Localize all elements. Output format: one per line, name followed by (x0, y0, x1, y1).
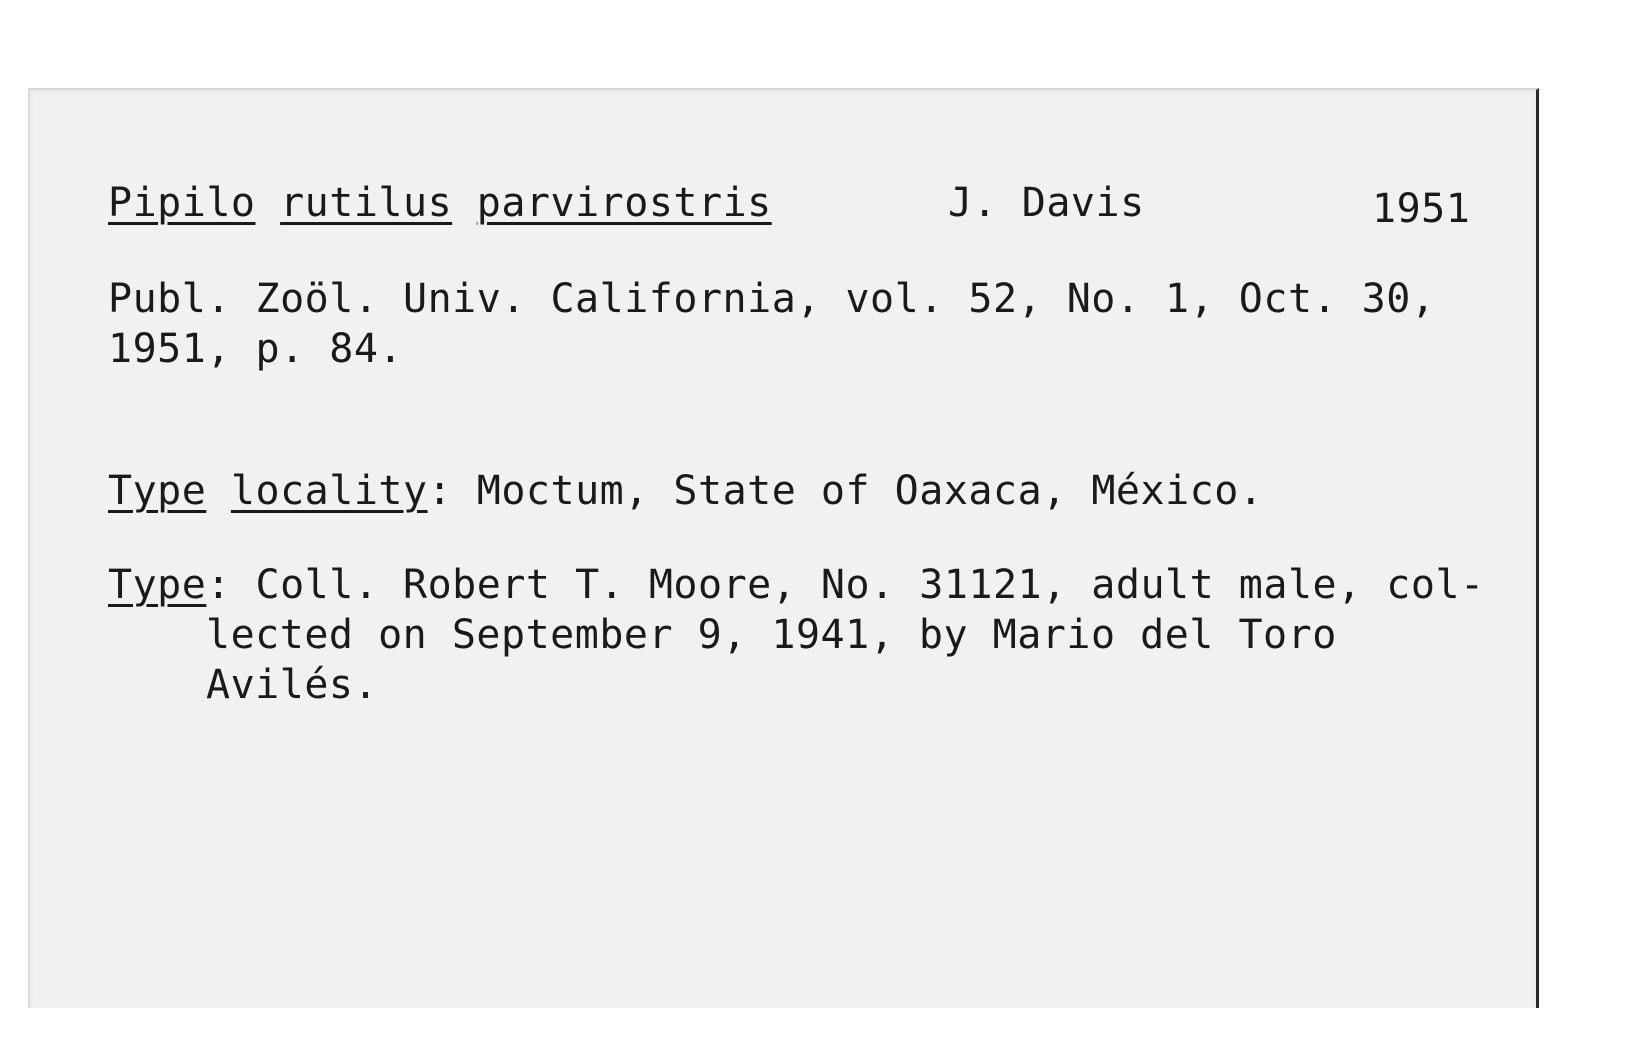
type-locality-label-locality: locality (230, 468, 428, 514)
type-entry-line-3: Avilés. (206, 662, 379, 708)
type-locality-label-type: Type (108, 468, 207, 514)
index-card (28, 88, 1539, 1008)
type-locality-entry (108, 468, 1263, 514)
publication-line-2: 1951, p. 84. (108, 326, 403, 372)
publication-year: 1951 (1372, 186, 1471, 232)
type-label: Type (108, 562, 207, 608)
type-locality-value: Moctum, State of Oaxaca, México. (476, 468, 1264, 514)
genus-name: Pipilo (108, 180, 256, 226)
type-locality-colon: : (427, 468, 453, 514)
type-value-line-1: Coll. Robert T. Moore, No. 31121, adult male, col- (255, 562, 1485, 608)
type-entry-line-1 (108, 562, 1485, 608)
species-name (108, 180, 772, 226)
author-name: J. Davis (948, 180, 1145, 226)
subspecies-epithet: parvirostris (476, 180, 772, 226)
type-entry-line-2: lected on September 9, 1941, by Mario del Toro (206, 612, 1337, 658)
species-epithet: rutilus (280, 180, 453, 226)
publication-line-1: Publ. Zoöl. Univ. California, vol. 52, No. 1, Oct. 30, (108, 276, 1436, 322)
type-colon: : (206, 562, 231, 608)
